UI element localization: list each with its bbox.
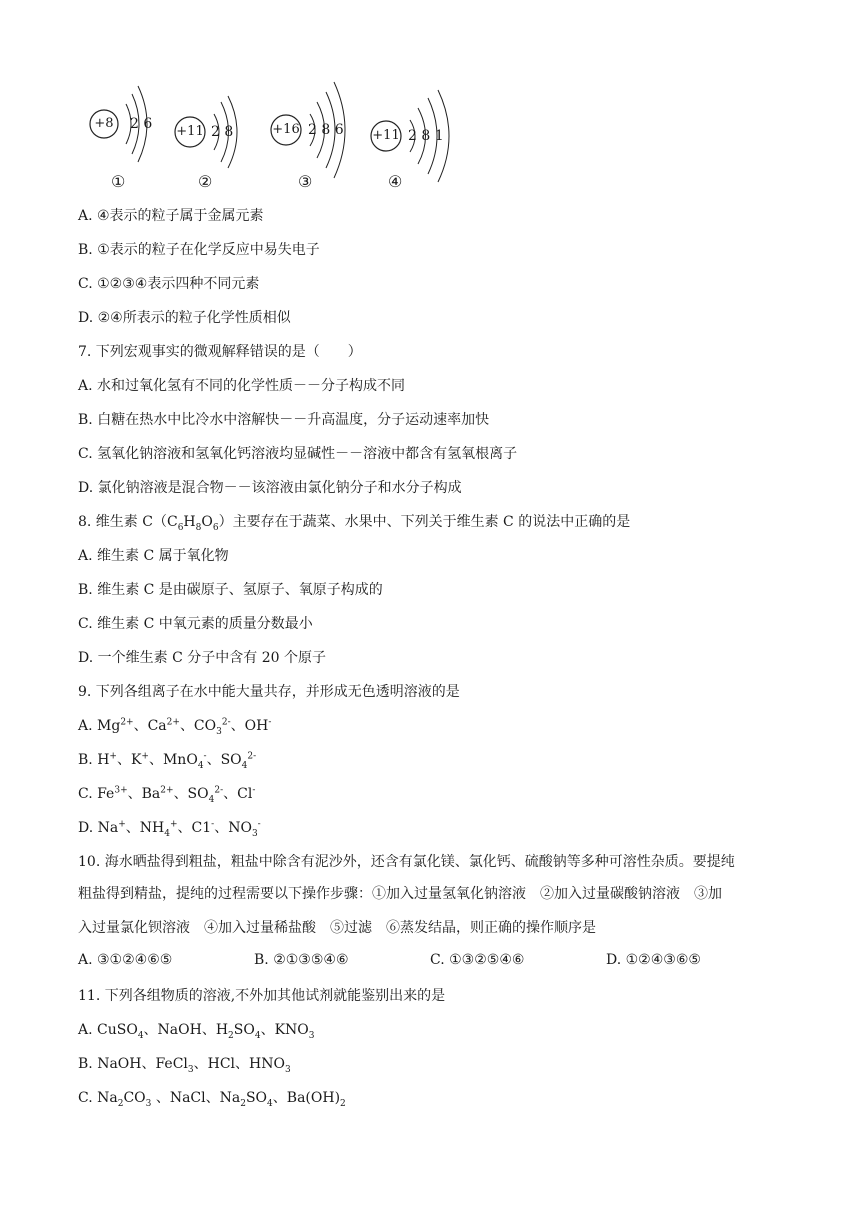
q10-option-c: C. ①③②⑤④⑥	[430, 952, 525, 968]
q10-stem-line-2: 粗盐得到精盐，提纯的过程需要以下操作步骤：①加入过量氢氧化钠溶液 ②加入过量碳酸钠溶液 ③加	[78, 886, 722, 902]
q7-option-d: D. 氯化钠溶液是混合物－－该溶液由氯化钠分子和水分子构成	[78, 480, 462, 496]
q11-stem: 11. 下列各组物质的溶液,不外加其他试剂就能鉴别出来的是	[78, 988, 446, 1004]
q9-stem: 9. 下列各组离子在水中能大量共存，并形成无色透明溶液的是	[78, 684, 460, 700]
atom-1-shells: 2 6	[130, 116, 153, 132]
atom-1-index: ①	[111, 172, 126, 191]
q10-options	[78, 952, 798, 972]
atom-structure-diagrams	[78, 78, 478, 198]
atom-2-nucleus: +11	[176, 124, 204, 139]
q6-option-d: D. ②④所表示的粒子化学性质相似	[78, 310, 291, 326]
q7-option-b: B. 白糖在热水中比冷水中溶解快－－升高温度，分子运动速率加快	[78, 412, 490, 428]
q8-stem: 8. 维生素 $C(C_6H_8O_6)$主要存在于蔬菜、水果中、下列关于维生素 C 的说法中正确的是	[78, 514, 631, 533]
q9-option-a: A. $Mg^{2+}$、$Ca^{2+}$、$CO_3^{2-}$、OH-	[78, 717, 272, 737]
q9-option-d: D. Na+、$NH_4^+$、C1-、$NO_3^-$	[78, 819, 261, 839]
q6-option-a: A. ④表示的粒子属于金属元素	[78, 208, 264, 224]
atom-3-shells: 2 8 6	[308, 122, 344, 138]
atom-1-nucleus: +8	[94, 116, 114, 131]
q11-option-b: B. NaOH、FeCl$_3$、HCl、$HNO_3$	[78, 1056, 291, 1075]
atom-3-index: ③	[298, 172, 313, 191]
q10-stem-line-1: 10. 海水晒盐得到粗盐，粗盐中除含有泥沙外，还含有氯化镁、氯化钙、硫酸钠等多种可溶性杂质。要提纯	[78, 854, 735, 870]
atom-diagram-1	[86, 78, 176, 198]
atom-2-index: ②	[198, 172, 213, 191]
atom-diagram-3	[270, 78, 360, 198]
q8-option-a: A. 维生素 C 属于氧化物	[78, 548, 229, 564]
atom-3-nucleus: +16	[272, 122, 300, 137]
q10-option-d: D. ①②④③⑥⑤	[606, 952, 701, 968]
atom-diagram-2-graphic	[174, 78, 264, 168]
q7-option-a: A. 水和过氧化氢有不同的化学性质－－分子构成不同	[78, 378, 406, 394]
atom-diagram-4	[370, 78, 460, 198]
q9-option-c: C. $Fe^{3+}$、$Ba^{2+}$、$SO_4^{2-}$、Cl-	[78, 785, 256, 805]
q9-option-b: B. H+、K+、MnO$_4$-、$SO_4^{2-}$	[78, 751, 257, 771]
atom-4-index: ④	[388, 172, 403, 191]
atom-4-shells: 2 8 1	[408, 128, 444, 144]
q7-stem: 7. 下列宏观事实的微观解释错误的是（ ）	[78, 344, 362, 360]
atom-diagram-2	[174, 78, 264, 198]
q10-stem-line-3: 入过量氯化钡溶液 ④加入过量稀盐酸 ⑤过滤 ⑥蒸发结晶，则正确的操作顺序是	[78, 920, 596, 936]
q8-option-d: D. 一个维生素 C 分子中含有 20 个原子	[78, 650, 326, 666]
q10-option-b: B. ②①③⑤④⑥	[254, 952, 349, 968]
q10-option-a: A. ③①②④⑥⑤	[78, 952, 173, 968]
atom-2-shells: 2 8	[211, 124, 234, 140]
q8-option-c: C. 维生素 C 中氧元素的质量分数最小	[78, 616, 313, 632]
q11-option-a: A. CuSO$_4$、NaOH、$H_2SO_4$、$KNO_3$	[78, 1022, 315, 1041]
q6-option-b: B. ①表示的粒子在化学反应中易失电子	[78, 242, 320, 258]
q11-option-c: C. $Na_2CO_3$ 、NaCl、$Na_2SO_4$、$Ba(OH)_2$	[78, 1090, 346, 1109]
q8-option-b: B. 维生素 C 是由碳原子、氢原子、氧原子构成的	[78, 582, 383, 598]
q7-option-c: C. 氢氧化钠溶液和氢氧化钙溶液均显碱性－－溶液中都含有氢氧根离子	[78, 446, 518, 462]
q6-option-c: C. ①②③④表示四种不同元素	[78, 276, 260, 292]
atom-4-nucleus: +11	[372, 128, 400, 143]
